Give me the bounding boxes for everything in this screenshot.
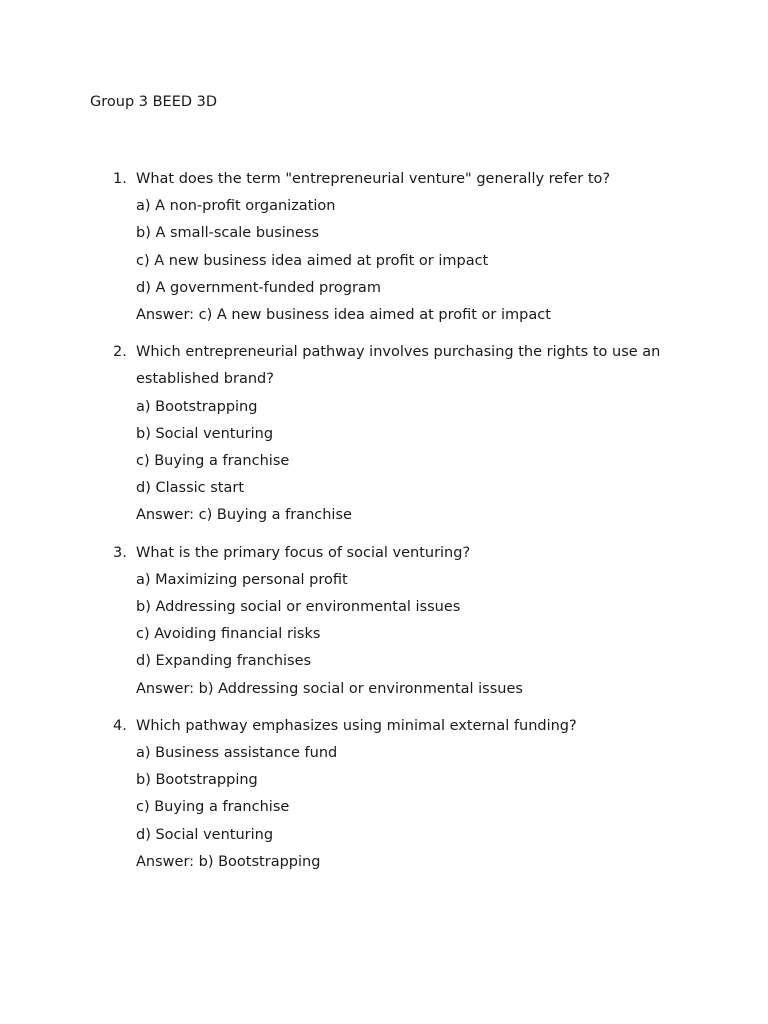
question-number: 1. bbox=[113, 171, 127, 187]
option-a: a) Business assistance fund bbox=[136, 745, 338, 762]
answer-line: Answer: c) A new business idea aimed at profit or impact bbox=[136, 307, 551, 324]
question-item bbox=[0, 540, 676, 703]
option-b: b) Bootstrapping bbox=[136, 772, 258, 789]
question-number: 3. bbox=[113, 544, 127, 561]
option-a: a) Bootstrapping bbox=[136, 398, 258, 415]
option-d: d) Expanding franchises bbox=[136, 653, 312, 670]
question-list bbox=[0, 166, 768, 886]
option-c: c) A new business idea aimed at profit or impact bbox=[136, 252, 489, 269]
option-c: c) Avoiding financial risks bbox=[136, 626, 321, 643]
option-d: d) A government-funded program bbox=[136, 279, 381, 296]
question-number: 4. bbox=[113, 717, 127, 734]
question-item bbox=[0, 713, 676, 876]
option-d: d) Social venturing bbox=[136, 826, 274, 843]
option-c: c) Buying a franchise bbox=[136, 799, 290, 816]
question-item bbox=[0, 339, 676, 529]
option-a: a) Maximizing personal profit bbox=[136, 571, 348, 588]
option-a: a) A non-profit organization bbox=[136, 198, 336, 215]
document-header: Group 3 BEED 3D bbox=[90, 94, 218, 110]
question-text: Which entrepreneurial pathway involves purchasing the rights to use an established brand? bbox=[136, 344, 661, 388]
option-b: b) Addressing social or environmental issues bbox=[136, 599, 461, 616]
option-d: d) Classic start bbox=[136, 480, 244, 497]
option-b: b) A small-scale business bbox=[136, 225, 320, 242]
question-number: 2. bbox=[113, 344, 127, 361]
answer-line: Answer: b) Bootstrapping bbox=[136, 853, 321, 870]
option-c: c) Buying a franchise bbox=[136, 453, 290, 470]
question-text: What does the term "entrepreneurial venture" generally refer to? bbox=[136, 171, 611, 187]
answer-line: Answer: c) Buying a franchise bbox=[136, 507, 352, 524]
question-item bbox=[0, 166, 676, 329]
answer-line: Answer: b) Addressing social or environmental issues bbox=[136, 680, 523, 697]
option-b: b) Social venturing bbox=[136, 425, 274, 442]
question-text: What is the primary focus of social venturing? bbox=[136, 544, 471, 561]
question-text: Which pathway emphasizes using minimal external funding? bbox=[136, 717, 577, 734]
